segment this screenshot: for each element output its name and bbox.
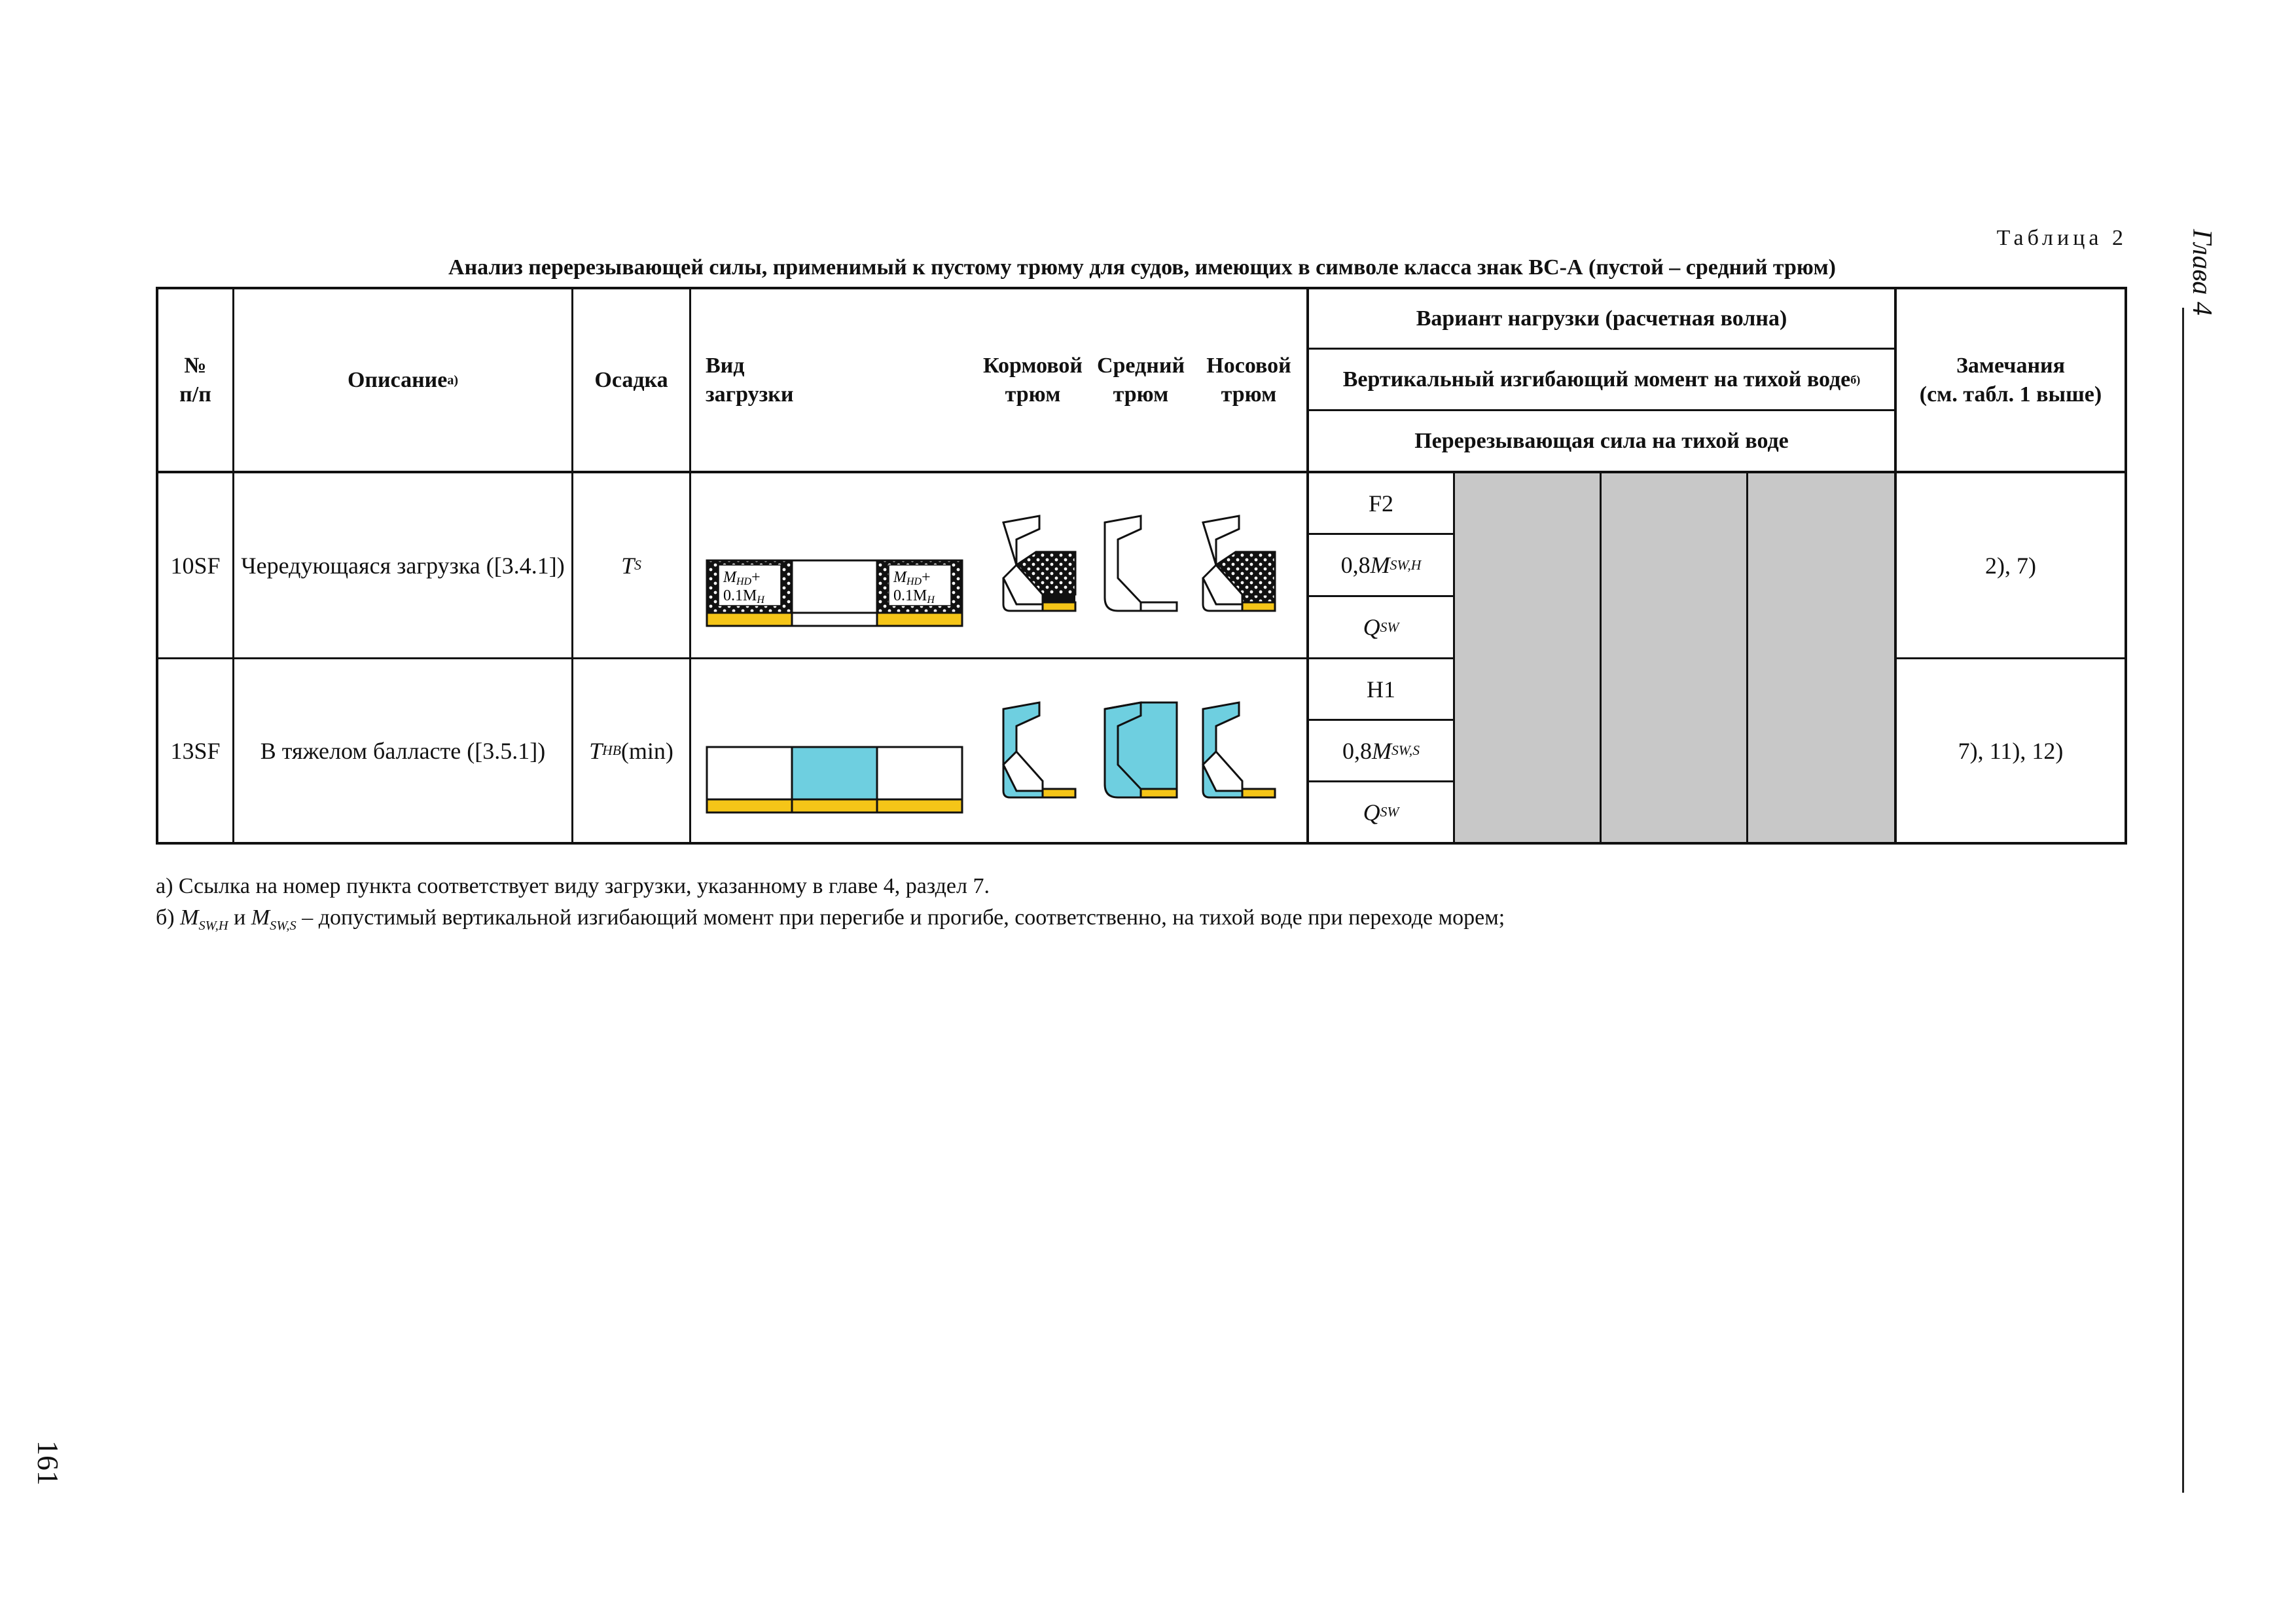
header-loading-view: Вид загрузки — [706, 353, 794, 407]
header-load-variant: Вариант нагрузки (расчетная волна) — [1416, 306, 1787, 331]
col-line-grey-3 — [1746, 471, 1748, 845]
table-notes — [156, 871, 1505, 941]
shaded-column-2 — [1602, 473, 1746, 842]
row1-variant: F2 — [1368, 490, 1394, 517]
row1-moment — [1309, 535, 1453, 595]
row2-number: 13SF — [170, 737, 221, 764]
row1-moment-sub: SW,H — [1390, 556, 1422, 573]
col-line-grey-2 — [1600, 471, 1602, 845]
header-vbm — [1309, 350, 1894, 409]
row1-draft-symbol: T — [621, 552, 635, 579]
shaded-column-1 — [1455, 473, 1600, 842]
row2-fore-hold-section — [1203, 702, 1275, 797]
page-number: 161 — [31, 1440, 65, 1486]
table-border-bottom — [156, 842, 2127, 845]
row1-mid-empty — [792, 560, 877, 613]
row1-aft-cargo-label-1: MHD+ — [723, 569, 761, 587]
row2-longitudinal-view — [707, 747, 962, 812]
row2-mid-double-bottom — [792, 799, 877, 812]
row1-number: 10SF — [170, 552, 221, 579]
row2-fore-empty — [877, 747, 962, 799]
shaded-column-3 — [1748, 473, 1894, 842]
header-description-sup: а) — [447, 373, 459, 388]
row2-aft-hold-section — [1003, 702, 1075, 797]
chapter-rule — [2182, 308, 2184, 1493]
note-b — [156, 902, 1505, 941]
note-b-prefix: б) — [156, 905, 175, 930]
row2-mid-ballast — [792, 747, 877, 799]
row1-moment-prefix: 0,8 — [1340, 552, 1371, 578]
row2-moment-prefix: 0,8 — [1342, 737, 1372, 764]
header-description — [234, 289, 571, 471]
table-title: Анализ перерезывающей силы, применимый к пустому трюму для судов, имеющих в символе класса знак ВС-А (пустой – средний трюм) — [448, 255, 1836, 280]
row1-shear-sub: SW — [1380, 619, 1399, 635]
note-b-m1: M — [180, 905, 199, 930]
shear-force-table — [156, 287, 2127, 845]
row2-shear — [1309, 782, 1453, 842]
row1-fore-hold-section — [1203, 516, 1275, 611]
table-border-right — [2125, 287, 2127, 845]
row1-fore-double-bottom — [877, 613, 962, 626]
row2-moment — [1309, 721, 1453, 780]
row2-draft-symbol: T — [589, 737, 603, 764]
header-aft-hold: Кормовой трюм — [983, 353, 1083, 407]
row2-loading-diagram — [699, 689, 1301, 820]
row2-mid-hold-section — [1105, 702, 1177, 797]
note-b-m1-sub: SW,H — [198, 918, 228, 933]
note-b-m2-sub: SW,S — [270, 918, 296, 933]
row2-shear-symbol: Q — [1363, 799, 1380, 826]
row2-aft-empty — [707, 747, 792, 799]
row2-draft-sub: HB — [602, 742, 621, 758]
note-b-text: – допустимый вертикальной изгибающий момент при перегибе и прогибе, соответственно, на тихой воде при переходе морем; — [302, 905, 1505, 930]
row1-mid-hold-section — [1105, 516, 1177, 611]
header-mid-hold: Средний трюм — [1096, 353, 1185, 407]
header-draft: Осадка — [594, 367, 668, 392]
row1-loading-diagram — [699, 503, 1301, 634]
row1-draft-sub: S — [634, 557, 641, 573]
row1-fore-cargo-label-2: 0.1MH — [893, 587, 935, 606]
note-a: а) Ссылка на номер пункта соответствует виду загрузки, указанному в главе 4, раздел 7. — [156, 874, 990, 898]
row2-draft-suffix: (min) — [620, 737, 673, 764]
header-description-text: Описание — [347, 367, 448, 392]
row1-remarks: 2), 7) — [1985, 552, 2036, 579]
row1-draft — [573, 473, 689, 657]
row2-moment-symbol: M — [1372, 737, 1391, 764]
row1-shear — [1309, 597, 1453, 657]
row2-shear-sub: SW — [1380, 804, 1399, 820]
row1-aft-double-bottom — [707, 613, 792, 626]
row2-moment-sub: SW,S — [1391, 742, 1420, 758]
row1-fore-cargo-label-1: MHD+ — [893, 569, 931, 587]
header-vbm-sup: б) — [1850, 373, 1861, 386]
col-line-grey-1 — [1453, 471, 1455, 845]
row1-mid-double-bottom — [792, 613, 877, 626]
col-line-3 — [689, 287, 691, 845]
header-remarks: Замечания (см. табл. 1 выше) — [1919, 353, 2102, 407]
row2-draft — [573, 659, 689, 842]
row2-aft-double-bottom — [707, 799, 792, 812]
chapter-label: Глава 4 — [2187, 229, 2217, 316]
note-b-m2: M — [251, 905, 270, 930]
row1-moment-symbol: M — [1370, 552, 1390, 578]
note-b-and: и — [234, 905, 246, 930]
row2-fore-double-bottom — [877, 799, 962, 812]
row1-aft-hold-section — [1003, 516, 1082, 624]
table-label: Таблица 2 — [1996, 226, 2127, 250]
row1-longitudinal-view — [707, 560, 962, 626]
row1-shear-symbol: Q — [1363, 614, 1380, 640]
header-number: № п/п — [179, 353, 211, 407]
row2-description: В тяжелом балласте ([3.5.1]) — [260, 737, 546, 764]
row2-remarks: 7), 11), 12) — [1958, 737, 2064, 764]
row2-variant: H1 — [1367, 676, 1395, 702]
row1-description: Чередующаяся загрузка ([3.4.1]) — [241, 552, 565, 579]
header-vbm-text: Вертикальный изгибающий момент на тихой воде — [1342, 367, 1851, 392]
header-fore-hold: Носовой трюм — [1206, 353, 1291, 407]
header-shear: Перерезывающая сила на тихой воде — [1414, 428, 1789, 453]
row1-aft-cargo-label-2: 0.1MH — [723, 587, 764, 606]
